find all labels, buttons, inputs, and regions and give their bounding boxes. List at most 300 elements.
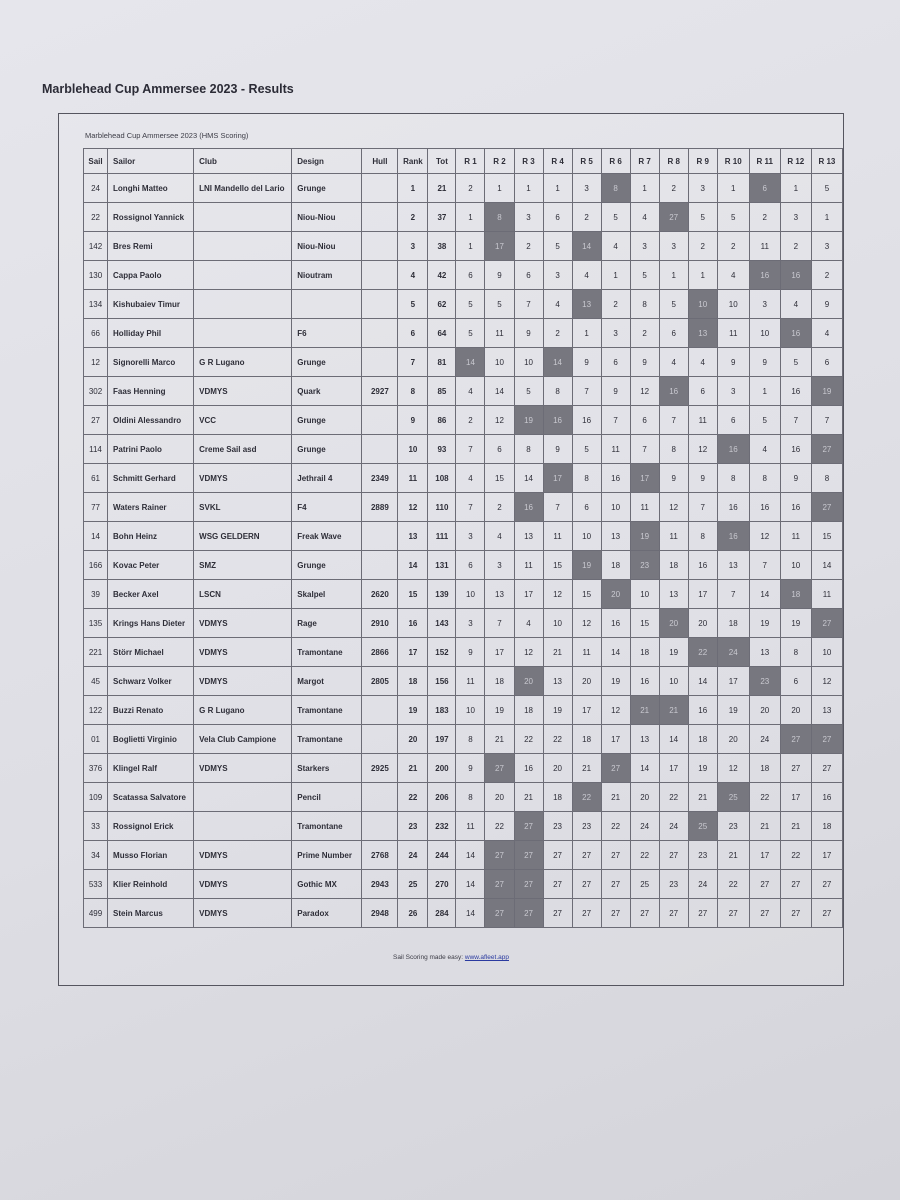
column-header: R 11 xyxy=(749,149,780,174)
rank-cell: 6 xyxy=(398,319,428,348)
sailor-cell: Holliday Phil xyxy=(108,319,194,348)
rank-cell: 4 xyxy=(398,261,428,290)
race-score-cell: 16 xyxy=(780,261,811,290)
race-score-cell: 6 xyxy=(688,377,717,406)
race-score-cell: 10 xyxy=(601,493,630,522)
race-score-cell: 21 xyxy=(514,783,543,812)
race-score-cell: 14 xyxy=(543,348,572,377)
hull-cell xyxy=(362,261,398,290)
hull-cell xyxy=(362,696,398,725)
race-score-cell: 19 xyxy=(572,551,601,580)
total-cell: 156 xyxy=(428,667,456,696)
design-cell: Tramontane xyxy=(292,812,362,841)
race-score-cell: 21 xyxy=(601,783,630,812)
race-score-cell: 5 xyxy=(456,319,485,348)
race-score-cell: 19 xyxy=(780,609,811,638)
column-header: R 10 xyxy=(717,149,749,174)
race-score-cell: 13 xyxy=(572,290,601,319)
race-score-cell: 2 xyxy=(543,319,572,348)
race-score-cell: 9 xyxy=(601,377,630,406)
race-score-cell: 8 xyxy=(811,464,842,493)
design-cell: Gothic MX xyxy=(292,870,362,899)
race-score-cell: 17 xyxy=(572,696,601,725)
race-score-cell: 27 xyxy=(811,754,842,783)
total-cell: 270 xyxy=(428,870,456,899)
hull-cell: 2805 xyxy=(362,667,398,696)
race-score-cell: 17 xyxy=(717,667,749,696)
race-score-cell: 5 xyxy=(630,261,659,290)
total-cell: 42 xyxy=(428,261,456,290)
race-score-cell: 24 xyxy=(749,725,780,754)
club-cell: VDMYS xyxy=(194,754,292,783)
race-score-cell: 23 xyxy=(543,812,572,841)
race-score-cell: 22 xyxy=(717,870,749,899)
club-cell xyxy=(194,319,292,348)
design-cell: Niou-Niou xyxy=(292,203,362,232)
race-score-cell: 17 xyxy=(630,464,659,493)
race-score-cell: 20 xyxy=(688,609,717,638)
club-cell: VDMYS xyxy=(194,667,292,696)
footer-link[interactable]: www.afleet.app xyxy=(464,954,509,961)
sailor-cell: Klingel Ralf xyxy=(108,754,194,783)
race-score-cell: 22 xyxy=(630,841,659,870)
race-score-cell: 9 xyxy=(630,348,659,377)
race-score-cell: 3 xyxy=(514,203,543,232)
race-score-cell: 8 xyxy=(456,725,485,754)
sail-cell: 77 xyxy=(84,493,108,522)
race-score-cell: 17 xyxy=(811,841,842,870)
column-header: Club xyxy=(194,149,292,174)
race-score-cell: 21 xyxy=(717,841,749,870)
rank-cell: 5 xyxy=(398,290,428,319)
race-score-cell: 27 xyxy=(811,899,842,928)
race-score-cell: 11 xyxy=(811,580,842,609)
results-table xyxy=(83,148,843,928)
race-score-cell: 23 xyxy=(717,812,749,841)
sailor-cell: Bres Remi xyxy=(108,232,194,261)
design-cell xyxy=(292,290,362,319)
rank-cell: 10 xyxy=(398,435,428,464)
race-score-cell: 10 xyxy=(659,667,688,696)
race-score-cell: 3 xyxy=(630,232,659,261)
race-score-cell: 21 xyxy=(572,754,601,783)
rank-cell: 8 xyxy=(398,377,428,406)
rank-cell: 2 xyxy=(398,203,428,232)
sail-cell: 302 xyxy=(84,377,108,406)
race-score-cell: 20 xyxy=(630,783,659,812)
race-score-cell: 9 xyxy=(717,348,749,377)
table-row xyxy=(84,174,843,203)
race-score-cell: 2 xyxy=(514,232,543,261)
sailor-cell: Cappa Paolo xyxy=(108,261,194,290)
total-cell: 86 xyxy=(428,406,456,435)
race-score-cell: 14 xyxy=(659,725,688,754)
table-row xyxy=(84,783,843,812)
hull-cell: 2910 xyxy=(362,609,398,638)
race-score-cell: 3 xyxy=(543,261,572,290)
race-score-cell: 16 xyxy=(780,493,811,522)
race-score-cell: 1 xyxy=(811,203,842,232)
race-score-cell: 27 xyxy=(601,870,630,899)
race-score-cell: 14 xyxy=(630,754,659,783)
race-score-cell: 7 xyxy=(811,406,842,435)
race-score-cell: 23 xyxy=(749,667,780,696)
race-score-cell: 3 xyxy=(780,203,811,232)
design-cell: Tramontane xyxy=(292,696,362,725)
table-row xyxy=(84,290,843,319)
race-score-cell: 1 xyxy=(630,174,659,203)
race-score-cell: 10 xyxy=(456,580,485,609)
race-score-cell: 9 xyxy=(514,319,543,348)
column-header: R 1 xyxy=(456,149,485,174)
design-cell: Rage xyxy=(292,609,362,638)
race-score-cell: 13 xyxy=(514,522,543,551)
race-score-cell: 13 xyxy=(811,696,842,725)
race-score-cell: 21 xyxy=(630,696,659,725)
race-score-cell: 1 xyxy=(780,174,811,203)
race-score-cell: 11 xyxy=(485,319,514,348)
race-score-cell: 18 xyxy=(485,667,514,696)
race-score-cell: 16 xyxy=(717,435,749,464)
race-score-cell: 6 xyxy=(456,261,485,290)
club-cell xyxy=(194,290,292,319)
design-cell: Pencil xyxy=(292,783,362,812)
race-score-cell: 2 xyxy=(456,406,485,435)
race-score-cell: 7 xyxy=(659,406,688,435)
race-score-cell: 14 xyxy=(749,580,780,609)
total-cell: 200 xyxy=(428,754,456,783)
sail-cell: 34 xyxy=(84,841,108,870)
club-cell: Vela Club Campione xyxy=(194,725,292,754)
table-row xyxy=(84,319,843,348)
rank-cell: 11 xyxy=(398,464,428,493)
race-score-cell: 5 xyxy=(780,348,811,377)
race-score-cell: 16 xyxy=(543,406,572,435)
club-cell: VDMYS xyxy=(194,638,292,667)
race-score-cell: 23 xyxy=(572,812,601,841)
sail-cell: 01 xyxy=(84,725,108,754)
race-score-cell: 27 xyxy=(811,870,842,899)
race-score-cell: 12 xyxy=(572,609,601,638)
race-score-cell: 7 xyxy=(780,406,811,435)
total-cell: 38 xyxy=(428,232,456,261)
sail-cell: 142 xyxy=(84,232,108,261)
race-score-cell: 17 xyxy=(780,783,811,812)
column-header: Rank xyxy=(398,149,428,174)
column-header: R 2 xyxy=(485,149,514,174)
race-score-cell: 4 xyxy=(485,522,514,551)
race-score-cell: 27 xyxy=(485,870,514,899)
rank-cell: 23 xyxy=(398,812,428,841)
race-score-cell: 2 xyxy=(630,319,659,348)
race-score-cell: 9 xyxy=(543,435,572,464)
race-score-cell: 6 xyxy=(456,551,485,580)
column-header: Hull xyxy=(362,149,398,174)
race-score-cell: 17 xyxy=(543,464,572,493)
race-score-cell: 12 xyxy=(659,493,688,522)
race-score-cell: 2 xyxy=(780,232,811,261)
race-score-cell: 3 xyxy=(456,522,485,551)
race-score-cell: 16 xyxy=(601,464,630,493)
hull-cell xyxy=(362,522,398,551)
sailor-cell: Schmitt Gerhard xyxy=(108,464,194,493)
sail-cell: 27 xyxy=(84,406,108,435)
race-score-cell: 17 xyxy=(601,725,630,754)
sail-cell: 134 xyxy=(84,290,108,319)
race-score-cell: 11 xyxy=(630,493,659,522)
race-score-cell: 12 xyxy=(749,522,780,551)
race-score-cell: 3 xyxy=(717,377,749,406)
race-score-cell: 9 xyxy=(811,290,842,319)
race-score-cell: 4 xyxy=(749,435,780,464)
club-cell: LSCN xyxy=(194,580,292,609)
race-score-cell: 27 xyxy=(514,870,543,899)
race-score-cell: 8 xyxy=(659,435,688,464)
footer-text: Sail Scoring made easy: xyxy=(393,954,465,961)
race-score-cell: 9 xyxy=(780,464,811,493)
design-cell: Quark xyxy=(292,377,362,406)
table-row xyxy=(84,435,843,464)
race-score-cell: 22 xyxy=(749,783,780,812)
hull-cell: 2768 xyxy=(362,841,398,870)
race-score-cell: 19 xyxy=(659,638,688,667)
rank-cell: 13 xyxy=(398,522,428,551)
table-row xyxy=(84,899,843,928)
column-header: R 6 xyxy=(601,149,630,174)
race-score-cell: 17 xyxy=(485,638,514,667)
race-score-cell: 6 xyxy=(811,348,842,377)
total-cell: 81 xyxy=(428,348,456,377)
race-score-cell: 23 xyxy=(630,551,659,580)
race-score-cell: 27 xyxy=(572,841,601,870)
club-cell: VDMYS xyxy=(194,870,292,899)
sailor-cell: Signorelli Marco xyxy=(108,348,194,377)
design-cell: Grunge xyxy=(292,406,362,435)
table-row xyxy=(84,638,843,667)
design-cell: Prime Number xyxy=(292,841,362,870)
sailor-cell: Scatassa Salvatore xyxy=(108,783,194,812)
sailor-cell: Patrini Paolo xyxy=(108,435,194,464)
race-score-cell: 27 xyxy=(543,870,572,899)
race-score-cell: 23 xyxy=(659,870,688,899)
race-score-cell: 9 xyxy=(749,348,780,377)
club-cell: VDMYS xyxy=(194,841,292,870)
design-cell: Grunge xyxy=(292,435,362,464)
race-score-cell: 19 xyxy=(688,754,717,783)
race-score-cell: 22 xyxy=(572,783,601,812)
race-score-cell: 13 xyxy=(688,319,717,348)
race-score-cell: 11 xyxy=(456,667,485,696)
race-score-cell: 18 xyxy=(601,551,630,580)
race-score-cell: 5 xyxy=(572,435,601,464)
column-header: Design xyxy=(292,149,362,174)
race-score-cell: 8 xyxy=(485,203,514,232)
race-score-cell: 19 xyxy=(601,667,630,696)
race-score-cell: 14 xyxy=(572,232,601,261)
race-score-cell: 4 xyxy=(811,319,842,348)
race-score-cell: 1 xyxy=(717,174,749,203)
race-score-cell: 16 xyxy=(717,493,749,522)
table-row xyxy=(84,870,843,899)
total-cell: 232 xyxy=(428,812,456,841)
sail-cell: 109 xyxy=(84,783,108,812)
race-score-cell: 16 xyxy=(780,377,811,406)
race-score-cell: 10 xyxy=(456,696,485,725)
race-score-cell: 16 xyxy=(717,522,749,551)
design-cell: Margot xyxy=(292,667,362,696)
race-score-cell: 27 xyxy=(811,609,842,638)
document-title: Marblehead Cup Ammersee 2023 - Results xyxy=(42,82,294,96)
race-score-cell: 20 xyxy=(514,667,543,696)
hull-cell: 2948 xyxy=(362,899,398,928)
sail-cell: 130 xyxy=(84,261,108,290)
column-header: R 4 xyxy=(543,149,572,174)
race-score-cell: 7 xyxy=(456,493,485,522)
race-score-cell: 16 xyxy=(749,261,780,290)
design-cell: F6 xyxy=(292,319,362,348)
race-score-cell: 14 xyxy=(601,638,630,667)
sail-cell: 122 xyxy=(84,696,108,725)
race-score-cell: 22 xyxy=(543,725,572,754)
table-row xyxy=(84,580,843,609)
race-score-cell: 6 xyxy=(659,319,688,348)
race-score-cell: 8 xyxy=(749,464,780,493)
race-score-cell: 2 xyxy=(688,232,717,261)
race-score-cell: 5 xyxy=(688,203,717,232)
race-score-cell: 5 xyxy=(749,406,780,435)
design-cell: Freak Wave xyxy=(292,522,362,551)
race-score-cell: 8 xyxy=(514,435,543,464)
total-cell: 206 xyxy=(428,783,456,812)
total-cell: 85 xyxy=(428,377,456,406)
rank-cell: 15 xyxy=(398,580,428,609)
race-score-cell: 22 xyxy=(485,812,514,841)
sail-cell: 533 xyxy=(84,870,108,899)
rank-cell: 24 xyxy=(398,841,428,870)
race-score-cell: 25 xyxy=(717,783,749,812)
club-cell: SMZ xyxy=(194,551,292,580)
race-score-cell: 18 xyxy=(688,725,717,754)
race-score-cell: 17 xyxy=(514,580,543,609)
race-score-cell: 27 xyxy=(630,899,659,928)
race-score-cell: 27 xyxy=(717,899,749,928)
race-score-cell: 18 xyxy=(780,580,811,609)
race-score-cell: 27 xyxy=(780,725,811,754)
race-score-cell: 19 xyxy=(749,609,780,638)
race-score-cell: 27 xyxy=(601,754,630,783)
total-cell: 37 xyxy=(428,203,456,232)
table-row xyxy=(84,696,843,725)
race-score-cell: 3 xyxy=(456,609,485,638)
rank-cell: 22 xyxy=(398,783,428,812)
race-score-cell: 12 xyxy=(543,580,572,609)
design-cell: Nioutram xyxy=(292,261,362,290)
race-score-cell: 27 xyxy=(485,754,514,783)
race-score-cell: 11 xyxy=(601,435,630,464)
race-score-cell: 3 xyxy=(688,174,717,203)
race-score-cell: 1 xyxy=(659,261,688,290)
sail-cell: 376 xyxy=(84,754,108,783)
race-score-cell: 27 xyxy=(572,870,601,899)
race-score-cell: 2 xyxy=(601,290,630,319)
race-score-cell: 18 xyxy=(630,638,659,667)
club-cell: VDMYS xyxy=(194,464,292,493)
sailor-cell: Oldini Alessandro xyxy=(108,406,194,435)
total-cell: 111 xyxy=(428,522,456,551)
race-score-cell: 5 xyxy=(811,174,842,203)
race-score-cell: 21 xyxy=(485,725,514,754)
race-score-cell: 2 xyxy=(485,493,514,522)
race-score-cell: 6 xyxy=(780,667,811,696)
race-score-cell: 4 xyxy=(659,348,688,377)
race-score-cell: 15 xyxy=(543,551,572,580)
total-cell: 143 xyxy=(428,609,456,638)
hull-cell: 2866 xyxy=(362,638,398,667)
race-score-cell: 7 xyxy=(543,493,572,522)
race-score-cell: 7 xyxy=(456,435,485,464)
race-score-cell: 13 xyxy=(601,522,630,551)
sailor-cell: Boglietti Virginio xyxy=(108,725,194,754)
race-score-cell: 24 xyxy=(659,812,688,841)
sail-cell: 166 xyxy=(84,551,108,580)
race-score-cell: 20 xyxy=(659,609,688,638)
race-score-cell: 6 xyxy=(749,174,780,203)
race-score-cell: 12 xyxy=(717,754,749,783)
race-score-cell: 14 xyxy=(485,377,514,406)
table-row xyxy=(84,377,843,406)
hull-cell: 2889 xyxy=(362,493,398,522)
sail-cell: 45 xyxy=(84,667,108,696)
table-row xyxy=(84,493,843,522)
race-score-cell: 10 xyxy=(630,580,659,609)
rank-cell: 7 xyxy=(398,348,428,377)
race-score-cell: 11 xyxy=(780,522,811,551)
column-header: R 8 xyxy=(659,149,688,174)
hull-cell xyxy=(362,406,398,435)
sailor-cell: Klier Reinhold xyxy=(108,870,194,899)
race-score-cell: 16 xyxy=(601,609,630,638)
race-score-cell: 8 xyxy=(630,290,659,319)
total-cell: 139 xyxy=(428,580,456,609)
header-row xyxy=(84,149,843,174)
results-box xyxy=(58,113,844,986)
race-score-cell: 27 xyxy=(811,493,842,522)
sailor-cell: Waters Rainer xyxy=(108,493,194,522)
race-score-cell: 2 xyxy=(717,232,749,261)
race-score-cell: 11 xyxy=(717,319,749,348)
total-cell: 108 xyxy=(428,464,456,493)
race-score-cell: 9 xyxy=(572,348,601,377)
race-score-cell: 27 xyxy=(688,899,717,928)
race-score-cell: 10 xyxy=(688,290,717,319)
hull-cell: 2943 xyxy=(362,870,398,899)
race-score-cell: 7 xyxy=(485,609,514,638)
race-score-cell: 9 xyxy=(456,754,485,783)
club-cell: G R Lugano xyxy=(194,696,292,725)
column-header: Tot xyxy=(428,149,456,174)
race-score-cell: 24 xyxy=(717,638,749,667)
design-cell: Tramontane xyxy=(292,725,362,754)
race-score-cell: 27 xyxy=(514,841,543,870)
race-score-cell: 8 xyxy=(543,377,572,406)
hull-cell: 2349 xyxy=(362,464,398,493)
race-score-cell: 2 xyxy=(749,203,780,232)
race-score-cell: 19 xyxy=(630,522,659,551)
rank-cell: 14 xyxy=(398,551,428,580)
club-cell xyxy=(194,812,292,841)
sailor-cell: Buzzi Renato xyxy=(108,696,194,725)
club-cell xyxy=(194,203,292,232)
